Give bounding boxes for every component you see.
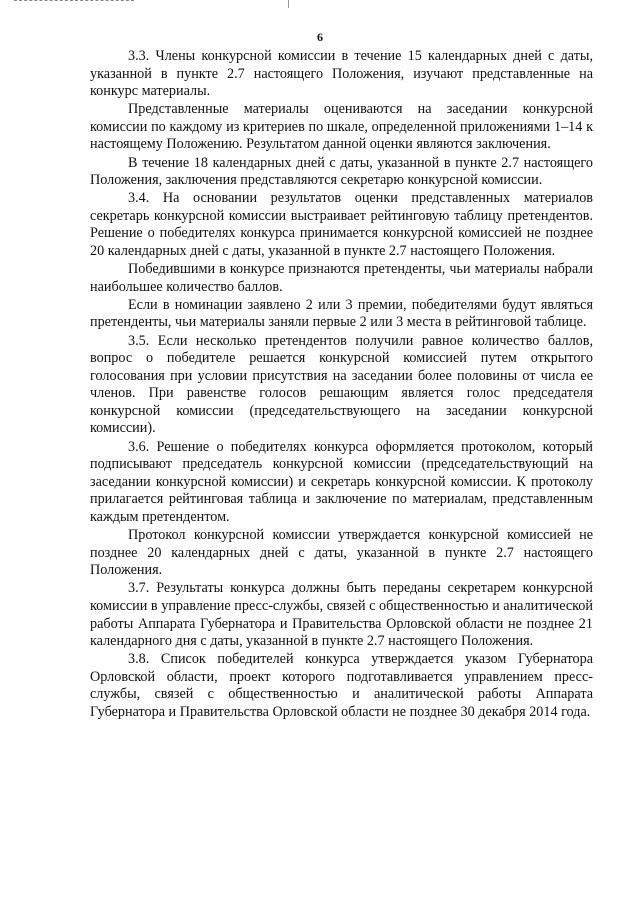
document-body bbox=[90, 48, 593, 722]
paragraph-3-6: 3.6. Решение о победителях конкурса оформляется протоколом, который подписывают председатель конкурсной комиссии (председательствующий на заседании конкурсной комиссии) и секретарь конкурсной комиссии. К протоколу прилагается рейтинговая таблица и заключение по материалам, представленным каждым претендентом. bbox=[90, 438, 593, 525]
paragraph-3-3-evaluation: Представленные материалы оцениваются на заседании конкурсной комиссии по каждому из критериев по шкале, определенной приложениями 1–14 к настоящему Положению. Результатом данной оценки являются заключения. bbox=[90, 101, 593, 153]
scan-artifact-mid bbox=[288, 0, 289, 8]
paragraph-3-6-protocol: Протокол конкурсной комиссии утверждается конкурсной комиссией не позднее 20 календарных дней с даты, указанной в пункте 2.7 настоящего Положения. bbox=[90, 527, 593, 579]
page-number: 6 bbox=[317, 30, 323, 44]
paragraph-3-4: 3.4. На основании результатов оценки представленных материалов секретарь конкурсной комиссии выстраивает рейтинговую таблицу претендентов. Решение о победителях конкурса принимается конкурсной комиссией не позднее 20 календарных дней с даты, указанной в пункте 2.7 настоящего Положения. bbox=[90, 190, 593, 260]
paragraph-3-3-conclusions: В течение 18 календарных дней с даты, указанной в пункте 2.7 настоящего Положения, заключения представляются секретарю конкурсной комиссии. bbox=[90, 154, 593, 189]
paragraph-3-7: 3.7. Результаты конкурса должны быть переданы секретарем конкурсной комиссии в управление пресс-службы, связей с общественностью и аналитической работы Аппарата Губернатора и Правительства Орловской области не позднее 21 календарного дня с даты, указанной в пункте 2.7 настоящего Положения. bbox=[90, 580, 593, 650]
paragraph-3-8: 3.8. Список победителей конкурса утверждается указом Губернатора Орловской области, проект которого подготавливается управлением пресс-службы, связей с общественностью и аналитической работы Аппарата Губернатора и Правительства Орловской области не позднее 30 декабря 2014 года. bbox=[90, 651, 593, 720]
paragraph-3-4-winners: Победившими в конкурсе признаются претенденты, чьи материалы набрали наибольшее количество баллов. bbox=[90, 261, 593, 295]
paragraph-3-3: 3.3. Члены конкурсной комиссии в течение 15 календарных дней с даты, указанной в пункте 2.7 настоящего Положения, изучают представленные на конкурс материалы. bbox=[90, 48, 593, 100]
scan-artifact-top bbox=[14, 0, 134, 4]
paragraph-3-4-nominations: Если в номинации заявлено 2 или 3 премии, победителями будут являться претенденты, чьи материалы заняли первые 2 или 3 места в рейтинговой таблице. bbox=[90, 296, 593, 331]
paragraph-3-5: 3.5. Если несколько претендентов получили равное количество баллов, вопрос о победителе решается конкурсной комиссией путем открытого голосования при условии присутствия на заседании более половины от числа ее членов. При равенстве голосов решающим является голос председателя конкурсной комиссии (председательствующего на заседании конкурсной комиссии). bbox=[90, 332, 593, 437]
